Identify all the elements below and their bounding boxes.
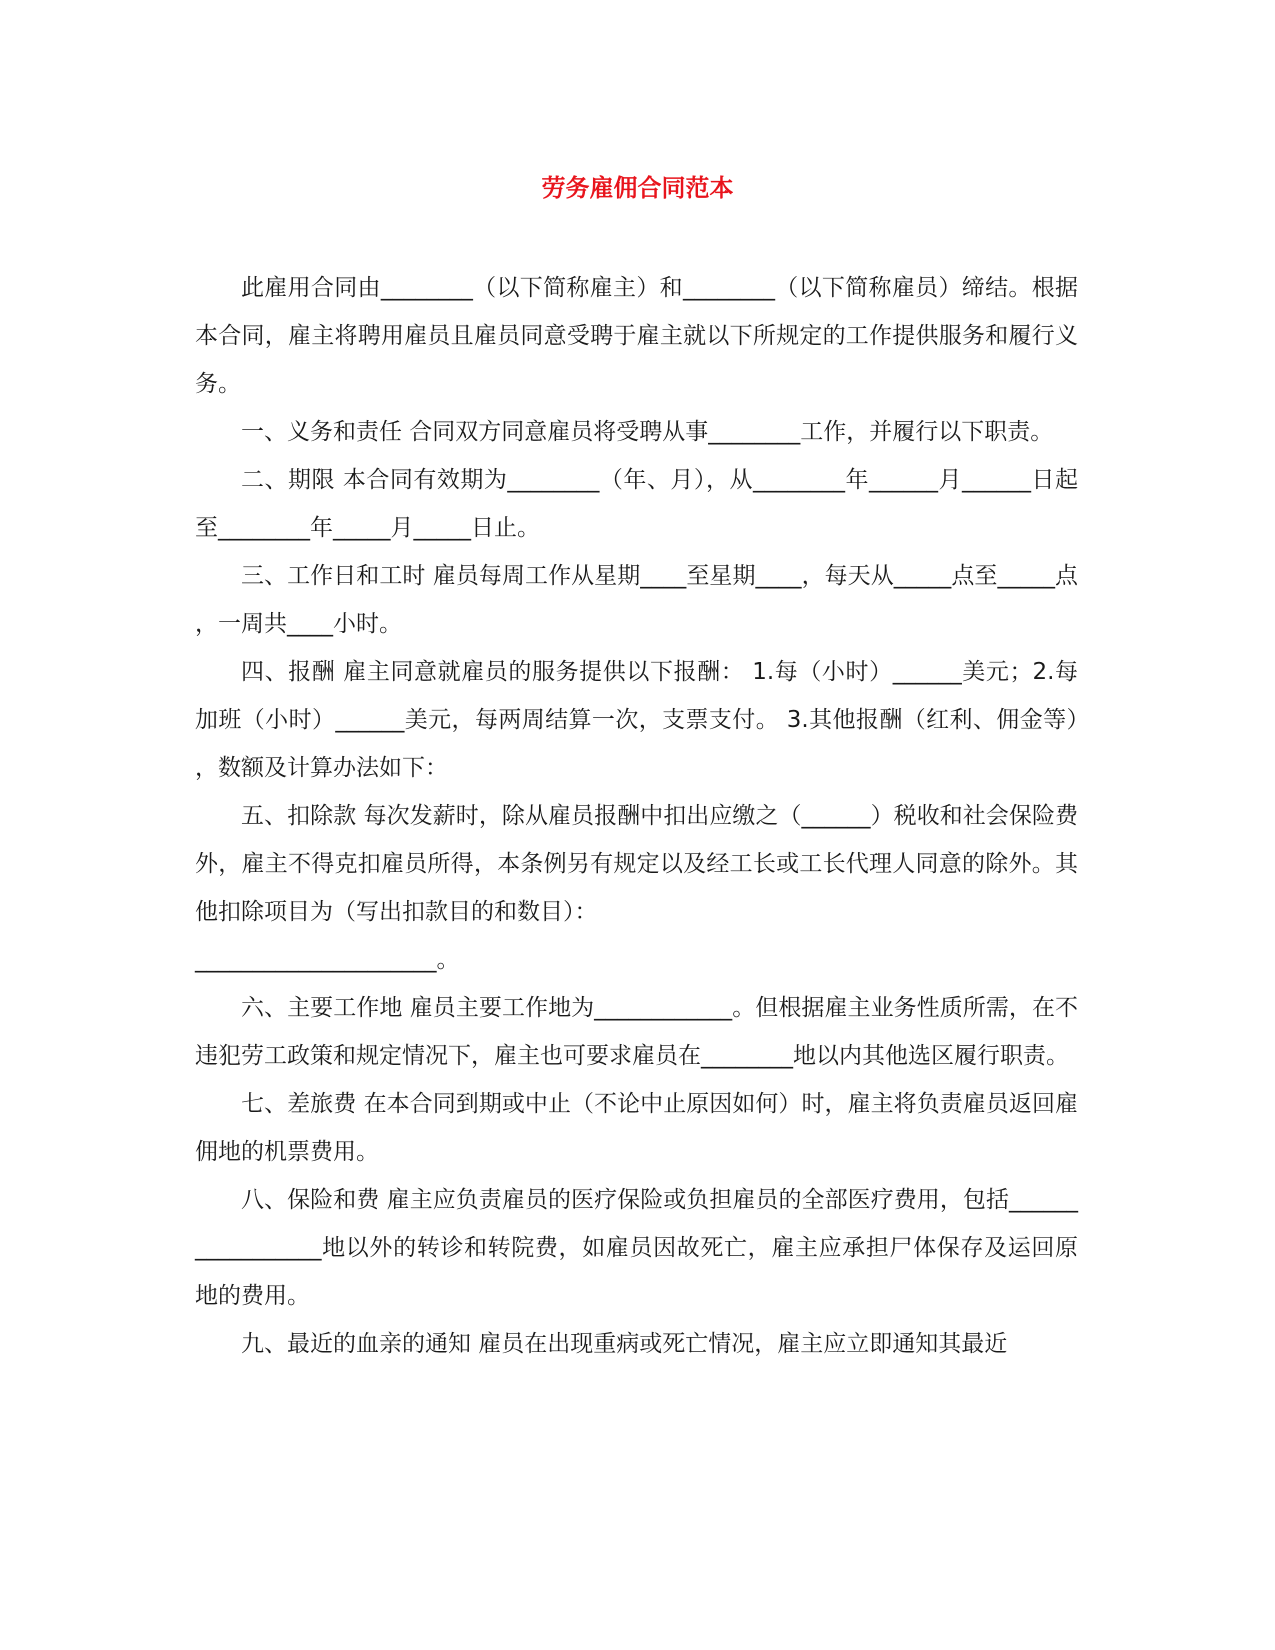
paragraph-clause-8: 八、保险和费 雇主应负责雇员的医疗保险或负担雇员的全部医疗费用，包括_________________地以外的转诊和转院费，如雇员因故死亡，雇主应承担尸体保存及运回原地的费用。 — [195, 1187, 1078, 1309]
paragraph-clause-6: 六、主要工作地 雇员主要工作地为____________。但根据雇主业务性质所需，在不违犯劳工政策和规定情况下，雇主也可要求雇员在________地以内其他选区履行职责。 — [195, 995, 1078, 1069]
document-title: 劳务雇佣合同范本 — [541, 173, 734, 202]
paragraph-clause-1: 一、义务和责任 合同双方同意雇员将受聘从事________工作，并履行以下职责。 — [241, 419, 1054, 445]
paragraph-intro: 此雇用合同由________（以下简称雇主）和________（以下简称雇员）缔结。根据本合同，雇主将聘用雇员且雇员同意受聘于雇主就以下所规定的工作提供服务和履行义务。 — [195, 275, 1078, 397]
document-body — [195, 264, 1078, 1368]
paragraph-clause-9: 九、最近的血亲的通知 雇员在出现重病或死亡情况，雇主应立即通知其最近 — [241, 1331, 1008, 1357]
paragraph-clause-3: 三、工作日和工时 雇员每周工作从星期____至星期____，每天从_____点至_____点，一周共____小时。 — [195, 563, 1078, 637]
paragraph-clause-7: 七、差旅费 在本合同到期或中止（不论中止原因如何）时，雇主将负责雇员返回雇佣地的机票费用。 — [195, 1091, 1078, 1165]
paragraph-blank-line: _____________________。 — [195, 947, 460, 973]
paragraph-clause-2: 二、期限 本合同有效期为________（年、月），从________年______月______日起至________年_____月_____日止。 — [195, 467, 1078, 541]
paragraph-clause-4: 四、报酬 雇主同意就雇员的服务提供以下报酬： 1.每（小时）______美元；2.每加班（小时）______美元，每两周结算一次，支票支付。 3.其他报酬（红利、佣金等），数额及计算办法如下： — [195, 659, 1078, 781]
paragraph-clause-5: 五、扣除款 每次发薪时，除从雇员报酬中扣出应缴之（______）税收和社会保险费外，雇主不得克扣雇员所得，本条例另有规定以及经工长或工长代理人同意的除外。其他扣除项目为（写出扣款目的和数目）： — [195, 803, 1078, 925]
